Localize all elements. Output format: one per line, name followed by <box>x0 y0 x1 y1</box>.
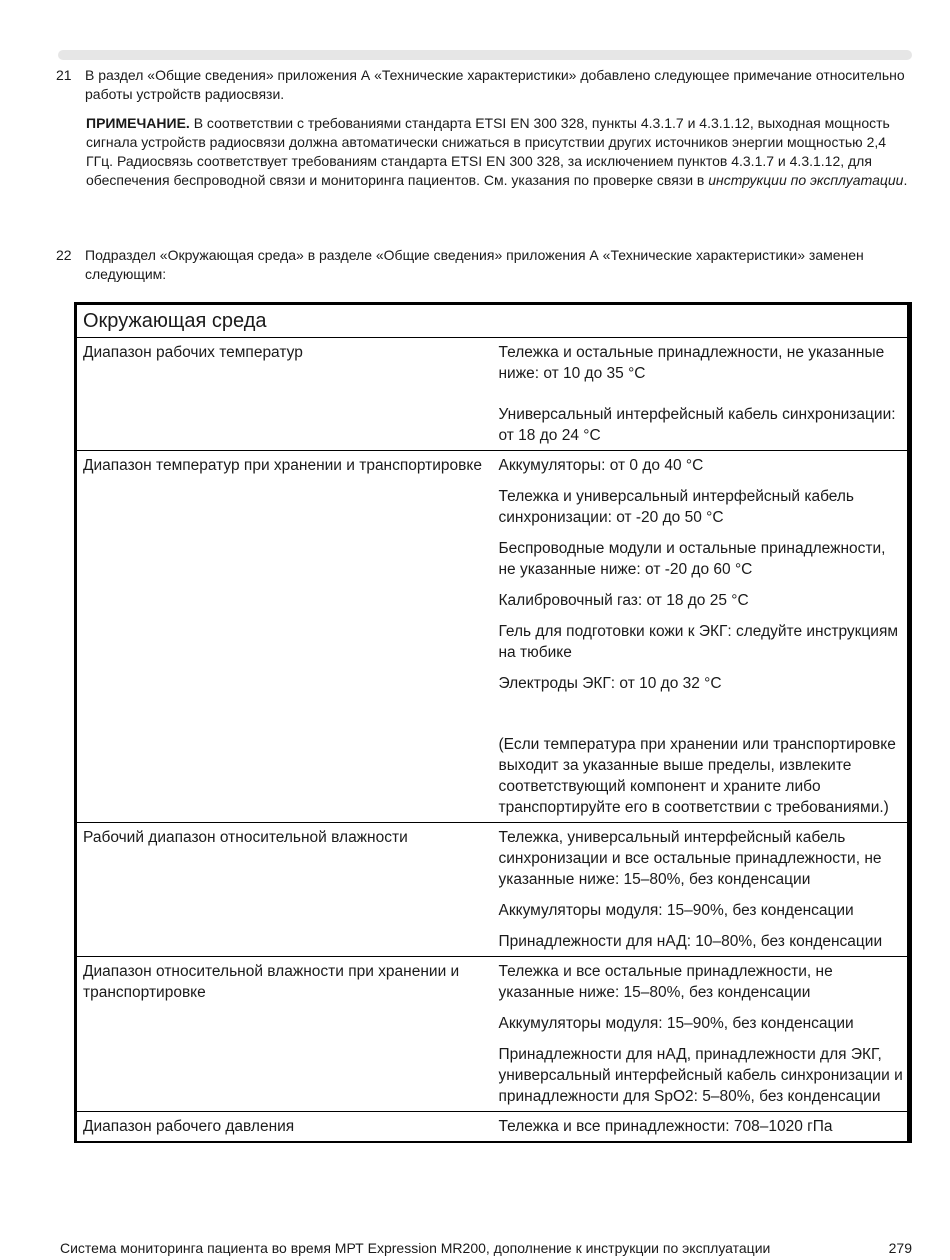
note-label: ПРИМЕЧАНИЕ. <box>86 115 190 131</box>
row-values <box>493 1112 910 1143</box>
note-paragraph <box>86 114 912 190</box>
note-italic-ref: инструкции по эксплуатации <box>708 172 904 188</box>
row-values <box>493 338 910 451</box>
page-number: 279 <box>888 1240 912 1256</box>
row-label: Диапазон температур при хранении и транспортировке <box>76 451 493 823</box>
table-title: Окружающая среда <box>76 304 910 338</box>
row-value: Гель для подготовки кожи к ЭКГ: следуйте инструкциям на тюбике <box>498 623 899 661</box>
table-row <box>76 451 910 823</box>
row-value: Тележка и остальные принадлежности, не указанные ниже: от 10 до 35 °C <box>498 344 885 382</box>
table-row <box>76 957 910 1112</box>
row-value: Калибровочный газ: от 18 до 25 °C <box>498 592 749 609</box>
table-row <box>76 338 910 451</box>
row-value: Тележка, универсальный интерфейсный кабель синхронизации и все остальные принадлежности, не указанные ниже: 15–80%, без конденсации <box>498 829 882 888</box>
header-bar <box>58 50 912 60</box>
note-end: . <box>903 172 908 188</box>
row-label: Диапазон относительной влажности при хранении и транспортировке <box>76 957 493 1112</box>
footer-text: Система мониторинга пациента во время МРТ Expression MR200, дополнение к инструкции по эксплуатации <box>60 1240 771 1256</box>
row-value: (Если температура при хранении или транспортировке выходит за указанные выше пределы, извлеките соответствующий компонент и храните либо транспортируйте его в соответствии с требованиями.) <box>498 736 896 816</box>
row-values <box>493 823 910 957</box>
row-values <box>493 957 910 1112</box>
item-number: 22 <box>56 247 72 263</box>
row-label: Диапазон рабочего давления <box>76 1112 493 1143</box>
item-text: В раздел «Общие сведения» приложения А «Технические характеристики» добавлено следующее примечание относительно работы устройств радиосвязи. <box>85 67 905 102</box>
row-values <box>493 451 910 823</box>
row-value: Универсальный интерфейсный кабель синхронизации: от 18 до 24 °C <box>498 406 896 444</box>
row-label: Диапазон рабочих температур <box>76 338 493 451</box>
item-21 <box>56 66 912 104</box>
row-value: Аккумуляторы: от 0 до 40 °C <box>498 457 704 474</box>
table-row <box>76 823 910 957</box>
row-value: Тележка и все принадлежности: 708–1020 гПа <box>498 1118 833 1135</box>
item-text: Подраздел «Окружающая среда» в разделе «Общие сведения» приложения А «Технические характеристики» заменен следующим: <box>85 247 864 282</box>
row-value: Аккумуляторы модуля: 15–90%, без конденсации <box>498 1015 854 1032</box>
row-value: Аккумуляторы модуля: 15–90%, без конденсации <box>498 902 854 919</box>
row-value: Электроды ЭКГ: от 10 до 32 °C <box>498 675 722 692</box>
row-value: Тележка и универсальный интерфейсный кабель синхронизации: от -20 до 50 °C <box>498 488 855 526</box>
row-value: Беспроводные модули и остальные принадлежности, не указанные ниже: от -20 до 60 °C <box>498 540 886 578</box>
row-value: Принадлежности для нАД, принадлежности для ЭКГ, универсальный интерфейсный кабель синхронизации и принадлежности для SpO2: 5–80%, без конденсации <box>498 1046 903 1105</box>
item-22 <box>56 246 912 284</box>
note-text: В соответствии с требованиями стандарта ETSI EN 300 328, пункты 4.3.1.7 и 4.3.1.12, выходная мощность сигнала устройств радиосвязи должна автоматически снижаться в присутствии других источников энергии мощностью 2,4 ГГц. Радиосвязь соответствует требованиям стандарта ETSI EN 300 328, за исключением пунктов 4.3.1.7 и 4.3.1.12, для обеспечения беспроводной связи и мониторинга пациентов. См. указания по проверке связи в <box>86 115 890 188</box>
table-title-row <box>76 304 910 338</box>
environment-table <box>74 302 912 1143</box>
row-label: Рабочий диапазон относительной влажности <box>76 823 493 957</box>
row-value: Тележка и все остальные принадлежности, не указанные ниже: 15–80%, без конденсации <box>498 963 833 1001</box>
item-number: 21 <box>56 67 72 83</box>
table-row <box>76 1112 910 1143</box>
row-value: Принадлежности для нАД: 10–80%, без конденсации <box>498 933 883 950</box>
